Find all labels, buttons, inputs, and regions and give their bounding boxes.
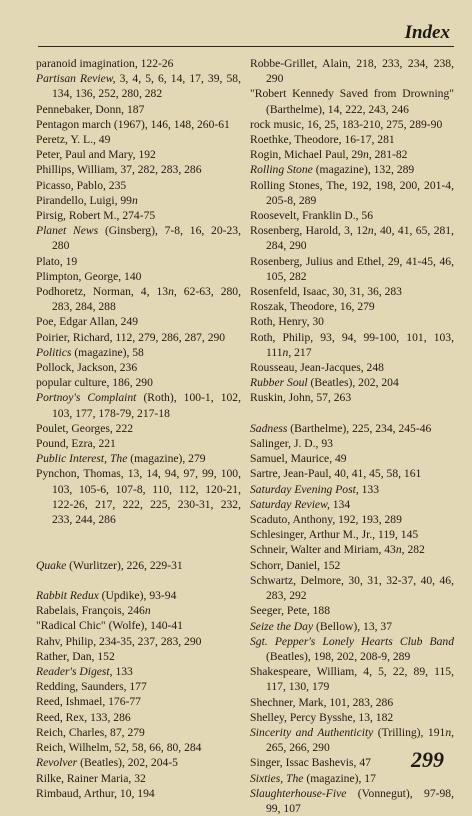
index-entry-text: Plato, 19 — [36, 254, 78, 268]
page-number: 299 — [411, 747, 444, 772]
index-entry — [36, 284, 241, 314]
index-entry — [36, 588, 241, 603]
index-entry-italic-text: Partisan Review, — [36, 72, 116, 86]
index-entry-text: (Updike), 93-94 — [98, 589, 177, 603]
index-entry — [36, 771, 241, 786]
index-entry-text: Pirsig, Robert M., 274-75 — [36, 209, 156, 223]
index-entry-text: Ruskin, John, 57, 263 — [250, 391, 352, 405]
index-entry-text: "Robert Kennedy Saved from Drowning" (Barthelme), 14, 222, 243, 246 — [250, 87, 454, 116]
index-entry-text: Reich, Charles, 87, 279 — [36, 725, 145, 739]
index-entry — [250, 132, 454, 147]
index-entry — [250, 162, 454, 177]
index-entry-text: Rolling Stones, The, 192, 198, 200, 201-4, 205-8, 289 — [250, 178, 454, 207]
index-entry — [36, 740, 241, 755]
index-entry-text: (Wurlitzer), 226, 229-31 — [66, 558, 183, 572]
index-entry-text: Reed, Ishmael, 176-77 — [36, 695, 141, 709]
index-entry-text: Rilke, Rainer Maria, 32 — [36, 771, 146, 785]
index-entry — [250, 527, 454, 542]
index-entry — [250, 497, 454, 512]
index-entry-text: Pound, Ezra, 221 — [36, 437, 116, 451]
index-entry — [250, 299, 454, 314]
index-entry — [36, 694, 241, 709]
index-entry — [250, 466, 454, 481]
running-header: Index — [404, 22, 450, 43]
index-entry — [250, 634, 454, 664]
index-entry-italic-text: Saturday Evening Post, — [250, 482, 359, 496]
index-entry-italic-text: Sixties, The — [250, 771, 304, 785]
section-gap — [36, 542, 241, 557]
index-entry-italic-text: Planet News — [36, 224, 99, 238]
section-gap — [36, 573, 241, 588]
index-entry-text: Schneir, Walter and Miriam, 43 — [250, 543, 396, 557]
index-entry-italic-text: n — [282, 345, 289, 359]
index-entry-text: , 217 — [288, 345, 312, 359]
index-entry-italic-text: Slaughterhouse-Five — [250, 786, 347, 800]
index-entry — [36, 360, 241, 375]
index-entry-italic-text: Rubber Soul — [250, 376, 308, 390]
index-entry-italic-text: Public Interest, The — [36, 452, 128, 466]
index-entry-text: Roth, Philip, 93, 94, 99-100, 101, 103, 111 — [250, 330, 454, 359]
index-entry — [250, 147, 454, 162]
index-entry-text: (magazine), 279 — [127, 452, 206, 466]
index-entry-text: 133 — [358, 482, 380, 496]
index-entry — [36, 162, 241, 177]
index-entry — [250, 542, 454, 557]
index-entry — [36, 755, 241, 770]
index-entry — [250, 603, 454, 618]
index-entry-text: Reich, Wilhelm, 52, 58, 66, 80, 284 — [36, 741, 202, 755]
index-entry — [36, 254, 241, 269]
index-entry-text: Picasso, Pablo, 235 — [36, 178, 127, 192]
index-entry-text: Plimpton, George, 140 — [36, 269, 142, 283]
index-entry — [36, 421, 241, 436]
index-entry-italic-text: Quake — [36, 558, 67, 572]
index-entry-italic-text: n — [395, 543, 402, 557]
index-entry-text: Pollock, Jackson, 236 — [36, 361, 138, 375]
index-entry — [250, 421, 454, 436]
index-entry-text: Roosevelt, Franklin D., 56 — [250, 209, 374, 223]
header-rule — [38, 46, 454, 47]
index-entry-text: (Beatles), 202, 204 — [307, 376, 399, 390]
index-entry-italic-text: Sincerity and Authenticity — [250, 725, 374, 739]
index-entry — [36, 558, 241, 573]
index-entry — [36, 390, 241, 420]
index-entry — [36, 710, 241, 725]
index-entry-text: Schwartz, Delmore, 30, 31, 32-37, 40, 46, 283, 292 — [250, 573, 454, 603]
index-entry-italic-text: Sadness — [250, 421, 288, 435]
index-entry-italic-text: n — [367, 224, 374, 238]
index-entry-text: (Trilling), 191 — [373, 725, 446, 739]
index-entry-text: Roth, Henry, 30 — [250, 315, 324, 329]
index-entry-text: Poulet, Georges, 222 — [36, 421, 134, 435]
index-entry — [36, 634, 241, 649]
index-entry — [36, 147, 241, 162]
index-entry-text: Samuel, Maurice, 49 — [250, 452, 347, 466]
index-entry-text: Pentagon march (1967), 146, 148, 260-61 — [36, 117, 230, 131]
index-entry — [36, 618, 241, 633]
index-entry-italic-text: n — [445, 725, 452, 739]
index-entry — [250, 573, 454, 603]
index-entry-text: (Vonnegut), 97-98, 99, 107 — [266, 786, 454, 815]
index-entry — [36, 208, 241, 223]
index-entry — [250, 558, 454, 573]
index-entry-text: Rogin, Michael Paul, 29 — [250, 148, 364, 162]
index-entry — [36, 193, 241, 208]
index-entry — [250, 786, 454, 816]
index-entry — [36, 679, 241, 694]
index-entry-text: Rather, Dan, 152 — [36, 649, 115, 663]
index-entry — [36, 375, 241, 390]
index-entry — [36, 345, 241, 360]
index-entry-italic-text: Portnoy's Complaint — [36, 391, 137, 405]
index-entry-italic-text: n — [168, 285, 174, 299]
index-entry-text: (Beatles), 198, 202, 208-9, 289 — [266, 649, 411, 663]
index-entry — [36, 603, 241, 618]
index-entry — [250, 512, 454, 527]
index-entry-italic-text: Reader's Digest, — [36, 665, 113, 679]
index-entry-text: Redding, Saunders, 177 — [36, 680, 147, 694]
index-entry-text: Rabelais, François, 246 — [36, 604, 145, 618]
index-entry — [250, 619, 454, 634]
index-entry — [36, 436, 241, 451]
index-entry — [36, 466, 241, 527]
index-entry — [36, 725, 241, 740]
index-entry-text: Phillips, William, 37, 282, 283, 286 — [36, 163, 202, 177]
index-entry — [250, 664, 454, 694]
index-entry — [250, 117, 454, 132]
index-entry — [250, 86, 454, 116]
index-entry — [250, 710, 454, 725]
index-entry — [250, 178, 454, 208]
index-entry — [250, 254, 454, 284]
section-gap — [36, 527, 241, 542]
index-entry-italic-text: Rabbit Redux — [36, 589, 99, 603]
index-entry-italic-text: Revolver — [36, 756, 78, 770]
index-entry-text: Rousseau, Jean-Jacques, 248 — [250, 361, 384, 375]
index-entry-text: (Bellow), 13, 37 — [313, 619, 393, 633]
index-entry-italic-text: Seize the Day — [250, 619, 314, 633]
index-entry-text: Roethke, Theodore, 16-17, 281 — [250, 133, 395, 147]
index-entry — [36, 178, 241, 193]
index-entry — [36, 102, 241, 117]
index-entry-italic-text: n — [131, 193, 138, 207]
index-entry-text: Rimbaud, Arthur, 10, 194 — [36, 786, 155, 800]
index-entry-text: Robbe-Grillet, Alain, 218, 233, 234, 238, 290 — [250, 57, 454, 86]
index-entry-italic-text: Politics — [36, 345, 72, 359]
index-entry-text: rock music, 16, 25, 183-210, 275, 289-90 — [250, 117, 443, 131]
index-entry — [250, 56, 454, 86]
index-entry-text: Schlesinger, Arthur M., Jr., 119, 145 — [250, 528, 419, 542]
index-entry-text: 133 — [112, 665, 133, 679]
index-entry — [36, 786, 241, 801]
index-entry-text: (Barthelme), 225, 234, 245-46 — [287, 421, 432, 435]
index-entry-text: , 282 — [401, 543, 425, 557]
index-entry-text: Seeger, Pete, 188 — [250, 604, 331, 618]
index-entry-text: Poe, Edgar Allan, 249 — [36, 315, 139, 329]
index-entry-text: Pennebaker, Donn, 187 — [36, 102, 145, 116]
index-entry-text: 134 — [329, 497, 351, 511]
index-entry-text: Podhoretz, Norman, 4, 13 — [36, 285, 169, 299]
index-entry — [36, 117, 241, 132]
index-entry-text: Schorr, Daniel, 152 — [250, 558, 341, 572]
index-entry — [36, 56, 241, 71]
index-entry — [250, 482, 454, 497]
section-gap — [250, 406, 454, 421]
index-entry — [250, 375, 454, 390]
index-entry-text: Singer, Issac Bashevis, 47 — [250, 756, 371, 770]
index-entry — [36, 132, 241, 147]
index-entry-text: Peretz, Y. L., 49 — [36, 133, 111, 147]
index-entry-text: Rosenberg, Julius and Ethel, 29, 41-45, 46, 105, 282 — [250, 254, 454, 283]
index-entry-text: Sartre, Jean-Paul, 40, 41, 45, 58, 161 — [250, 467, 422, 481]
index-entry — [250, 360, 454, 375]
index-entry-text: Scaduto, Anthony, 192, 193, 289 — [250, 513, 402, 527]
index-entry-text: , 62-63, 280, 283, 284, 288 — [52, 285, 241, 314]
index-entry — [250, 223, 454, 253]
index-entry-text: (magazine), 58 — [71, 345, 144, 359]
index-entry — [36, 269, 241, 284]
index-entry — [36, 330, 241, 345]
index-entry-italic-text: n — [363, 148, 369, 162]
index-entry-text: Shakespeare, William, 4, 5, 22, 89, 115, 117, 130, 179 — [250, 665, 454, 694]
index-entry — [250, 695, 454, 710]
index-entry-text: Pirandello, Luigi, 99 — [36, 193, 132, 207]
index-column-left — [36, 56, 241, 801]
index-entry-text: "Radical Chic" (Wolfe), 140-41 — [36, 619, 183, 633]
index-entry — [36, 314, 241, 329]
index-entry — [250, 314, 454, 329]
index-entry-text: (Roth), 100-1, 102, 103, 177, 178-79, 217-18 — [52, 391, 241, 420]
index-entry — [250, 330, 454, 360]
index-entry-text: (magazine), 132, 289 — [312, 163, 415, 177]
index-entry — [36, 649, 241, 664]
index-entry-text: paranoid imagination, 122-26 — [36, 57, 174, 70]
index-entry-italic-text: Sgt. Pepper's Lonely Hearts Club Band — [250, 634, 454, 648]
index-entry-text: , 281-82 — [368, 148, 408, 162]
index-entry — [36, 451, 241, 466]
index-entry-italic-text: n — [144, 604, 151, 618]
index-entry-text: Reed, Rex, 133, 286 — [36, 710, 131, 724]
index-entry-text: Rosenfeld, Isaac, 30, 31, 36, 283 — [250, 285, 402, 299]
index-entry — [36, 71, 241, 101]
index-entry-italic-text: Rolling Stone — [250, 163, 313, 177]
index-entry-text: Shelley, Percy Bysshe, 13, 182 — [250, 710, 394, 724]
index-entry-text: Rosenberg, Harold, 3, 12 — [250, 224, 368, 238]
index-entry-text: (Ginsberg), 7-8, 16, 20-23, 280 — [52, 224, 241, 253]
index-entry — [250, 451, 454, 466]
index-entry-text: Poirier, Richard, 112, 279, 286, 287, 290 — [36, 330, 226, 344]
index-entry — [250, 436, 454, 451]
index-entry-text: Rahv, Philip, 234-35, 237, 283, 290 — [36, 634, 202, 648]
index-entry — [250, 208, 454, 223]
index-entry — [250, 284, 454, 299]
index-entry — [250, 390, 454, 405]
index-entry — [36, 223, 241, 253]
index-entry-text: Salinger, J. D., 93 — [250, 437, 333, 451]
index-entry-text: 3, 4, 5, 6, 14, 17, 39, 58, 134, 136, 252, 280, 282 — [52, 72, 241, 101]
index-column-right — [250, 56, 454, 816]
index-entry-italic-text: Saturday Review, — [250, 497, 330, 511]
index-entry-text: Roszak, Theodore, 16, 279 — [250, 300, 375, 314]
index-entry-text: popular culture, 186, 290 — [36, 376, 153, 390]
index-entry-text: , 40, 41, 65, 281, 284, 290 — [266, 224, 454, 253]
index-entry-text: , 265, 266, 290 — [266, 725, 455, 755]
index-entry — [36, 664, 241, 679]
index-entry-text: (magazine), 17 — [303, 771, 376, 785]
index-entry-text: Shechner, Mark, 101, 283, 286 — [250, 695, 394, 709]
index-entry-text: (Beatles), 202, 204-5 — [77, 756, 178, 770]
index-entry-text: Pynchon, Thomas, 13, 14, 94, 97, 99, 100, 103, 105-6, 107-8, 110, 112, 120-21, 122-26, 217, 222, 225, 230-31, 232, 233, 244, 286 — [36, 467, 241, 527]
index-entry-text: Peter, Paul and Mary, 192 — [36, 148, 156, 162]
